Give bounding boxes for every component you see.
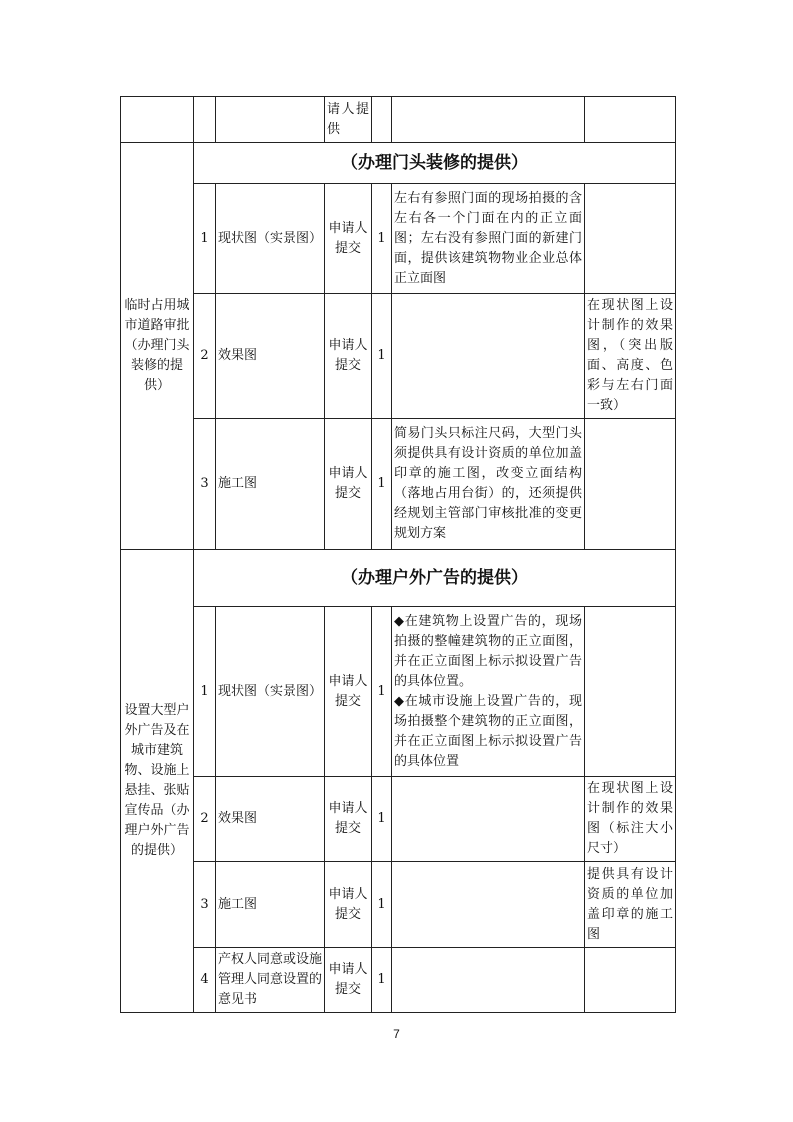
table-row: [121, 419, 676, 550]
requirement-cell: 简易门头只标注尺码，大型门头须提供具有设计资质的单位加盖印章的施工图，改变立面结构（落地占用台街）的，还须提供经规划主管部门审核批准的变更规划方案: [392, 419, 585, 550]
copies-cell: 1: [372, 294, 392, 419]
submitter-cell: 请人提供: [325, 97, 372, 143]
row-number: 3: [194, 419, 216, 550]
material-name: 施工图: [216, 419, 325, 550]
requirement-note: ◆在建筑物上设置广告的，现场拍摄的整幢建筑物的正立面图，并在正立面图上标示拟设置广告的具体位置。: [394, 613, 582, 689]
continuation-row: [121, 97, 676, 143]
cell-empty: [585, 97, 676, 143]
category-cell: 临时占用城市道路审批（办理门头装修的提供）: [121, 143, 194, 550]
table-row: [121, 294, 676, 419]
remark-cell: 在现状图上设计制作的效果图，（突出版面、高度、色彩与左右门面一致）: [585, 294, 676, 419]
cell-empty: [194, 97, 216, 143]
material-name: 效果图: [216, 777, 325, 862]
section-header: （办理户外广告的提供）: [194, 550, 676, 607]
row-number: 1: [194, 607, 216, 777]
row-number: 3: [194, 862, 216, 948]
table-row: [121, 184, 676, 294]
requirement-cell: 左右有参照门面的现场拍摄的含左右各一个门面在内的正立面图；左右没有参照门面的新建门面，提供该建筑物物业企业总体正立面图: [392, 184, 585, 294]
table-row: [121, 607, 676, 777]
copies-cell: 1: [372, 777, 392, 862]
remark-cell: [585, 419, 676, 550]
materials-table: [120, 96, 676, 1013]
copies-cell: 1: [372, 419, 392, 550]
remark-cell: [585, 607, 676, 777]
submitter-cell: 申请人提交: [325, 184, 372, 294]
category-cell: 设置大型户外广告及在城市建筑物、设施上悬挂、张贴宣传品（办理户外广告的提供）: [121, 550, 194, 1013]
page-number: 7: [393, 1027, 400, 1041]
material-name: 现状图（实景图）: [216, 184, 325, 294]
copies-cell: 1: [372, 184, 392, 294]
row-number: 1: [194, 184, 216, 294]
material-name: 产权人同意或设施管理人同意设置的意见书: [216, 948, 325, 1013]
submitter-cell: 申请人提交: [325, 294, 372, 419]
copies-cell: 1: [372, 862, 392, 948]
row-number: 2: [194, 777, 216, 862]
requirement-cell: [392, 862, 585, 948]
remark-cell: 在现状图上设计制作的效果图（标注大小尺寸）: [585, 777, 676, 862]
submitter-cell: 申请人提交: [325, 419, 372, 550]
remark-cell: [585, 184, 676, 294]
submitter-cell: 申请人提交: [325, 607, 372, 777]
requirement-note: ◆在城市设施上设置广告的，现场拍摄整个建筑物的正立面图，并在正立面图上标示拟设置广告的具体位置: [394, 693, 582, 769]
copies-cell: 1: [372, 607, 392, 777]
section-header-row: [121, 143, 676, 184]
copies-cell: 1: [372, 948, 392, 1013]
table-row: [121, 948, 676, 1013]
material-name: 效果图: [216, 294, 325, 419]
requirement-cell: [392, 777, 585, 862]
remark-cell: [585, 948, 676, 1013]
section-header-row: [121, 550, 676, 607]
submitter-cell: 申请人提交: [325, 862, 372, 948]
cell-empty: [392, 97, 585, 143]
table-row: [121, 862, 676, 948]
material-name: 现状图（实景图）: [216, 607, 325, 777]
requirement-cell: [392, 607, 585, 777]
submitter-cell: 申请人提交: [325, 777, 372, 862]
cell-empty: [372, 97, 392, 143]
cell-empty: [216, 97, 325, 143]
submitter-cell: 申请人提交: [325, 948, 372, 1013]
row-number: 2: [194, 294, 216, 419]
requirement-cell: [392, 294, 585, 419]
material-name: 施工图: [216, 862, 325, 948]
table-row: [121, 777, 676, 862]
section-header: （办理门头装修的提供）: [194, 143, 676, 184]
cell-empty: [121, 97, 194, 143]
requirement-cell: [392, 948, 585, 1013]
row-number: 4: [194, 948, 216, 1013]
remark-cell: 提供具有设计资质的单位加盖印章的施工图: [585, 862, 676, 948]
